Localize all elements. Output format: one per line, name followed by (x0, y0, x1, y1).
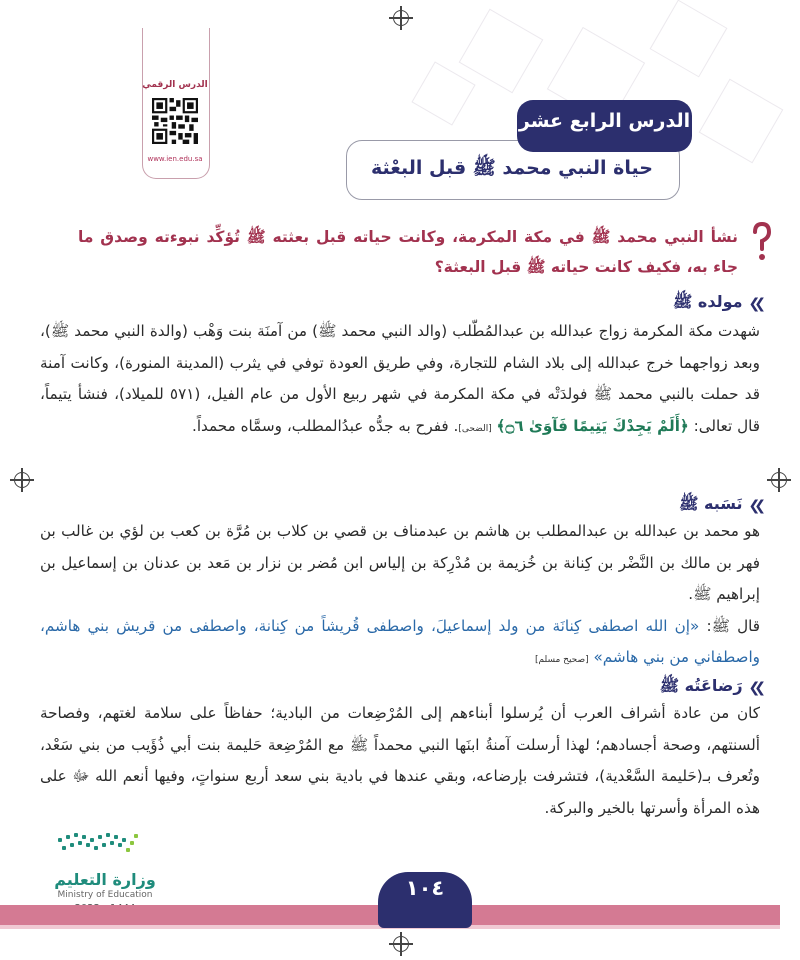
registration-mark-right (771, 472, 787, 488)
section-heading-birth (673, 292, 760, 315)
birth-text: شهدت مكة المكرمة زواج عبدالله بن عبدالمُطّلب (والد النبي محمد ﷺ) من آمنَة بنت وَهْب (والدة النبي محمد ﷺ)، وبعد زواجهما خرج عبدالله إلى بلاد الشام للتجارة، وفي طريق العودة توفي في يثرب (المدينة المنورة)، وكانت آمنة قد حملت بالنبي محمد ﷺ فولدَتْه في مكة المكرمة في شهر ربيع الأول من عام الفيل، (٥٧١ للميلاد)، فنشأ يتيماً، قال تعالى: (40, 322, 760, 435)
section-heading-nursing-label: رَضاعَتُه ﷺ (659, 676, 743, 695)
quran-verse: ﴿أَلَمْ يَجِدْكَ يَتِيمًا فَآوَىٰ ۝٦﴾ (496, 416, 689, 435)
digital-lesson-label: الدرس الرقمي (142, 80, 208, 90)
ministry-name-english: Ministry of Education (57, 890, 153, 900)
verse-reference: [الضحى] (458, 423, 492, 434)
website-url[interactable]: www.ien.edu.sa (147, 155, 203, 163)
ministry-logo-icon (48, 830, 158, 870)
page-number: ١٠٤ (405, 876, 445, 900)
birth-text-end: . ففرح به جدُّه عبدُالمطلب، وسمَّاه محمداً. (192, 416, 459, 435)
birth-paragraph (40, 316, 760, 445)
section-heading-nursing (660, 676, 760, 699)
qr-code-icon[interactable] (152, 98, 198, 144)
section-heading-lineage-label: نَسَبه ﷺ (679, 494, 743, 513)
hadith-quote: «إن الله اصطفى كِنانَة من ولد إسماعيلَ، واصطفى قُريشاً من كِنانة، واصطفى من قريش بني هاشم، واصطفاني من بني هاشم» (40, 616, 760, 666)
registration-mark-top (393, 10, 409, 26)
hadith-intro: قال ﷺ: (699, 616, 761, 635)
question-mark-icon (751, 222, 771, 264)
registration-mark-left (14, 472, 30, 488)
ministry-name-arabic: وزارة التعليم (54, 870, 156, 889)
lineage-paragraph (40, 516, 760, 677)
lesson-title: حياة النبي محمد ﷺ قبل البعْثة (371, 157, 653, 179)
hadith-reference: [صحيح مسلم] (534, 655, 589, 665)
section-heading-lineage (679, 494, 760, 517)
chevron-icon: ❯❯ (748, 295, 760, 312)
lineage-text: هو محمد بن عبدالله بن عبدالمطلب بن هاشم بن عبدمناف بن قصي بن كلاب بن مُرَّة بن كعب بن لؤي بن غالب بن فهر بن مالك بن النَّضْر بن كِنانة بن خُزيمة بن مُدْرِكة بن إلياس ابن مُضر بن نزار بن مَعد بن عدنان بن إسماعيل بن إبراهيم ﷺ. (40, 522, 760, 603)
chevron-icon: ❯❯ (748, 497, 760, 514)
registration-mark-bottom (393, 936, 409, 952)
section-heading-birth-label: مولده ﷺ (673, 292, 743, 311)
nursing-paragraph: كان من عادة أشراف العرب أن يُرسلوا أبناءهم إلى المُرْضِعات من البادية؛ حفاظاً على سلامة لغتهم، وفصاحة ألسنتهم، وصحة أجسادهم؛ لهذا أرسلت آمنةُ ابنَها النبي محمداً ﷺ مع المُرْضِعة حَليمة بنت أبي ذُؤَيب من بني سَعْد، وتُعرف بـ(حَليمة السَّعْدية)، فتشرفت بإرضاعه، وبقي عندها في بادية بني سعد أربع سنواتٍ، وفيها أنعم الله ﷻ على هذه المرأة وأسرتها بالخير والبركة. (40, 704, 760, 817)
chevron-icon: ❯❯ (748, 679, 760, 696)
intro-question: نشأ النبي محمد ﷺ في مكة المكرمة، وكانت حياته قبل بعثته ﷺ تُؤكِّد نبوءته وصدق ما جاء به، فكيف كانت حياته ﷺ قبل البعثة؟ (78, 228, 738, 276)
lesson-number: الدرس الرابع عشر (518, 110, 691, 132)
